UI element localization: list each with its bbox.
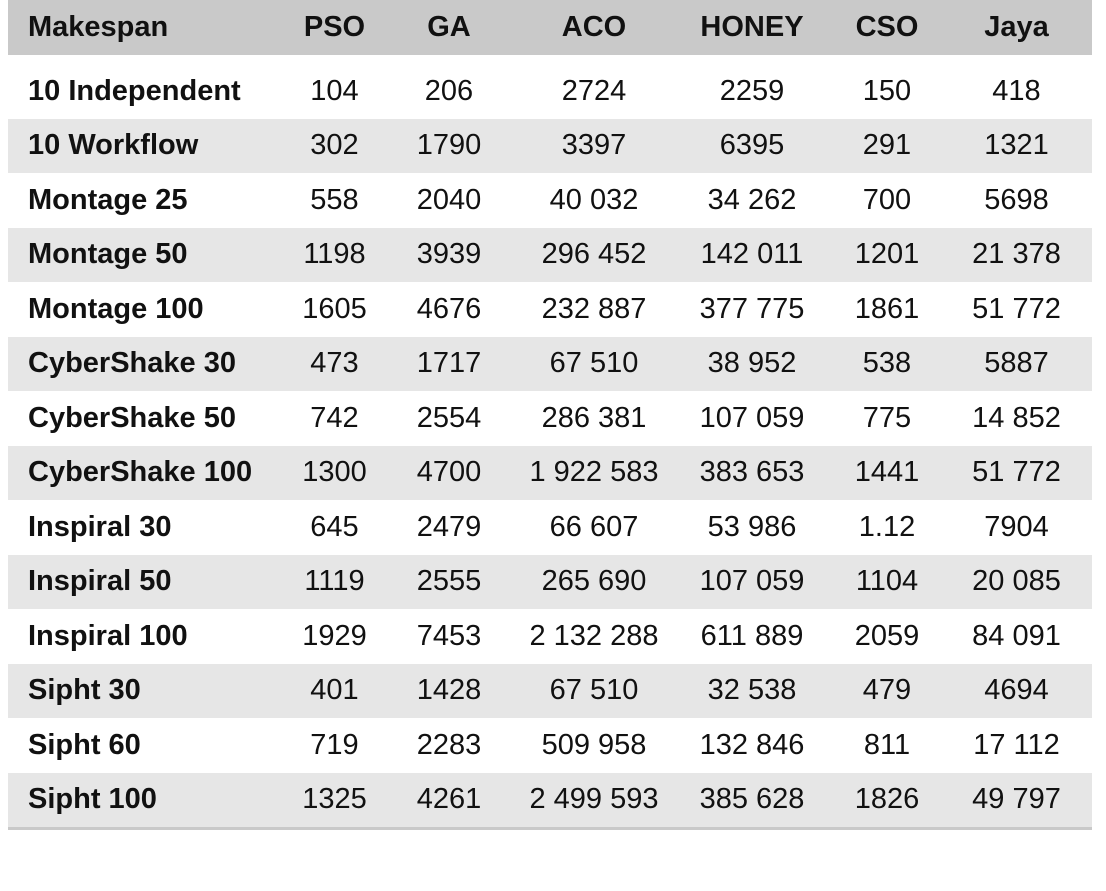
cell-pso: 742 xyxy=(310,401,359,434)
cell-pso: 401 xyxy=(310,674,359,707)
makespan-table xyxy=(8,0,1092,827)
table-row xyxy=(8,664,1092,719)
cell-ga: 2040 xyxy=(416,183,482,216)
cell-aco: 40 032 xyxy=(549,183,639,216)
cell-aco: 2 132 288 xyxy=(529,619,659,652)
header-makespan: Makespan xyxy=(28,11,169,43)
cell-jaya: 418 xyxy=(992,74,1041,107)
cell-honey: 38 952 xyxy=(707,347,797,380)
cell-workflow: Montage 50 xyxy=(28,238,188,271)
cell-cso: 1104 xyxy=(855,565,919,598)
cell-cso: 700 xyxy=(862,183,912,216)
cell-workflow: CyberShake 30 xyxy=(28,347,236,380)
cell-jaya: 5887 xyxy=(984,347,1049,380)
cell-jaya: 5698 xyxy=(984,183,1049,216)
cell-honey: 2259 xyxy=(719,74,785,107)
cell-aco: 286 381 xyxy=(541,401,647,434)
cell-ga: 3939 xyxy=(416,238,482,271)
cell-pso: 1325 xyxy=(302,783,367,816)
header-cso: CSO xyxy=(855,11,919,43)
table-row xyxy=(8,446,1092,501)
cell-honey: 611 889 xyxy=(700,619,804,652)
cell-jaya: 1321 xyxy=(984,129,1049,162)
cell-workflow: 10 Workflow xyxy=(28,129,199,162)
cell-honey: 132 846 xyxy=(699,728,805,761)
cell-jaya: 21 378 xyxy=(972,238,1061,271)
cell-workflow: CyberShake 100 xyxy=(28,456,253,489)
cell-aco: 67 510 xyxy=(549,347,639,380)
cell-ga: 4700 xyxy=(416,456,482,489)
cell-ga: 7453 xyxy=(416,619,482,652)
cell-workflow: 10 Independent xyxy=(28,74,241,107)
cell-cso: 538 xyxy=(862,347,912,380)
cell-workflow: Montage 25 xyxy=(28,183,188,216)
cell-honey: 32 538 xyxy=(707,674,797,707)
cell-cso: 479 xyxy=(862,674,912,707)
cell-jaya: 17 112 xyxy=(973,728,1060,761)
cell-cso: 1826 xyxy=(854,783,920,816)
cell-jaya: 84 091 xyxy=(972,619,1061,652)
cell-ga: 1790 xyxy=(416,129,482,162)
cell-jaya: 49 797 xyxy=(972,783,1061,816)
table-row xyxy=(8,391,1092,446)
cell-cso: 1861 xyxy=(854,292,920,325)
cell-workflow: Inspiral 30 xyxy=(28,510,172,543)
cell-jaya: 51 772 xyxy=(972,292,1061,325)
cell-honey: 107 059 xyxy=(699,565,805,598)
cell-workflow: Sipht 100 xyxy=(28,783,157,816)
cell-cso: 150 xyxy=(862,74,912,107)
cell-honey: 377 775 xyxy=(699,292,805,325)
cell-workflow: Sipht 60 xyxy=(28,728,141,761)
cell-cso: 1201 xyxy=(854,238,920,271)
cell-cso: 775 xyxy=(862,401,912,434)
cell-jaya: 4694 xyxy=(984,674,1049,707)
cell-pso: 1198 xyxy=(303,238,366,271)
cell-cso: 291 xyxy=(862,129,912,162)
cell-honey: 142 011 xyxy=(700,238,804,271)
cell-pso: 1605 xyxy=(302,292,367,325)
cell-pso: 473 xyxy=(310,347,359,380)
makespan-table-container xyxy=(8,0,1092,830)
cell-workflow: Montage 100 xyxy=(28,292,204,325)
header-honey: HONEY xyxy=(700,11,804,43)
cell-ga: 1717 xyxy=(416,347,482,380)
cell-aco: 66 607 xyxy=(549,510,639,543)
table-row xyxy=(8,555,1092,610)
cell-aco: 3397 xyxy=(561,129,627,162)
table-row xyxy=(8,282,1092,337)
cell-pso: 558 xyxy=(310,183,359,216)
cell-ga: 1428 xyxy=(416,674,482,707)
cell-cso: 1.12 xyxy=(858,510,916,543)
cell-honey: 6395 xyxy=(719,129,785,162)
cell-aco: 265 690 xyxy=(541,565,647,598)
cell-ga: 4676 xyxy=(416,292,482,325)
cell-workflow: Inspiral 50 xyxy=(28,565,172,598)
cell-aco: 232 887 xyxy=(541,292,647,325)
table-header-row xyxy=(8,0,1092,55)
header-jaya: Jaya xyxy=(984,11,1049,43)
cell-honey: 385 628 xyxy=(699,783,805,816)
cell-jaya: 14 852 xyxy=(972,401,1061,434)
cell-workflow: CyberShake 50 xyxy=(28,401,236,434)
cell-jaya: 20 085 xyxy=(972,565,1061,598)
cell-ga: 2554 xyxy=(416,401,482,434)
table-row xyxy=(8,64,1092,119)
cell-pso: 719 xyxy=(310,728,359,761)
cell-ga: 2283 xyxy=(416,728,482,761)
cell-cso: 2059 xyxy=(854,619,920,652)
cell-honey: 107 059 xyxy=(699,401,805,434)
table-row xyxy=(8,609,1092,664)
table-row xyxy=(8,718,1092,773)
cell-pso: 302 xyxy=(310,129,359,162)
cell-aco: 67 510 xyxy=(549,674,639,707)
table-row xyxy=(8,228,1092,283)
cell-aco: 2 499 593 xyxy=(529,783,659,816)
table-row xyxy=(8,119,1092,174)
header-pso: PSO xyxy=(303,11,366,43)
table-bottom-rule xyxy=(8,827,1092,830)
cell-jaya: 7904 xyxy=(984,510,1049,543)
cell-pso: 1300 xyxy=(302,456,367,489)
cell-ga: 2555 xyxy=(416,565,482,598)
header-ga: GA xyxy=(427,11,471,43)
cell-aco: 296 452 xyxy=(541,238,647,271)
cell-aco: 509 958 xyxy=(541,728,647,761)
cell-pso: 1119 xyxy=(304,565,365,598)
cell-ga: 2479 xyxy=(416,510,482,543)
table-row xyxy=(8,173,1092,228)
cell-workflow: Inspiral 100 xyxy=(28,619,188,652)
table-row xyxy=(8,773,1092,828)
cell-honey: 383 653 xyxy=(699,456,805,489)
header-aco: ACO xyxy=(561,11,627,43)
cell-honey: 34 262 xyxy=(707,183,797,216)
cell-jaya: 51 772 xyxy=(972,456,1061,489)
header-spacer xyxy=(8,55,1092,64)
cell-pso: 1929 xyxy=(302,619,367,652)
cell-cso: 811 xyxy=(863,728,911,761)
table-row xyxy=(8,337,1092,392)
cell-pso: 645 xyxy=(310,510,359,543)
cell-cso: 1441 xyxy=(854,456,920,489)
cell-ga: 206 xyxy=(424,74,474,107)
cell-honey: 53 986 xyxy=(707,510,797,543)
cell-workflow: Sipht 30 xyxy=(28,674,141,707)
cell-aco: 1 922 583 xyxy=(529,456,659,489)
table-row xyxy=(8,500,1092,555)
cell-pso: 104 xyxy=(310,74,359,107)
cell-ga: 4261 xyxy=(416,783,482,816)
cell-aco: 2724 xyxy=(561,74,627,107)
